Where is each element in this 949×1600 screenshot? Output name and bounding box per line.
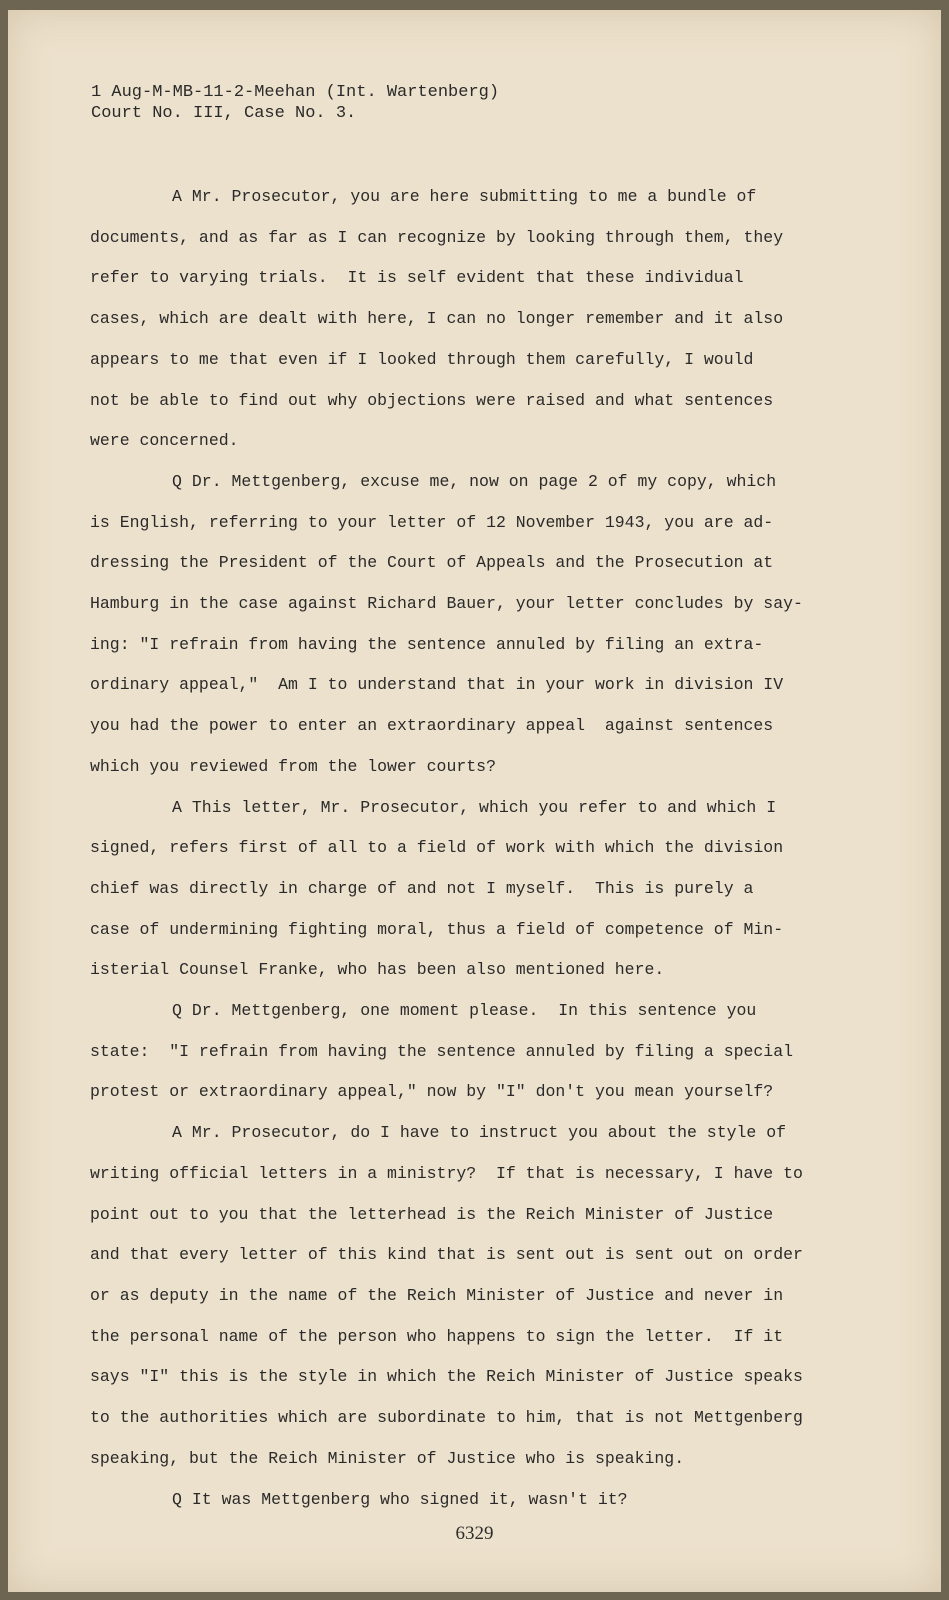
line-text: Mr. Prosecutor, do I have to instruct you about the style of — [191, 1123, 787, 1143]
transcript-line — [90, 1113, 830, 1154]
transcript-paragraph — [90, 177, 830, 462]
header-court-line: Court No. III, Case No. 3. — [91, 104, 357, 123]
line-text: Dr. Mettgenberg, excuse me, now on page 2 of my copy, which — [191, 471, 777, 491]
transcript-line: you had the power to enter an extraordinary appeal against sentences — [90, 716, 774, 736]
transcript-line — [90, 177, 830, 218]
speaker-label: Q — [172, 1001, 182, 1021]
transcript-body — [90, 177, 830, 1520]
transcript-line: case of undermining fighting moral, thus a field of competence of Min- — [90, 919, 784, 939]
transcript-line: refer to varying trials. It is self evident that these individual — [90, 268, 744, 288]
document-header — [91, 82, 499, 124]
transcript-line — [90, 788, 830, 829]
transcript-line — [90, 991, 830, 1032]
transcript-line: Hamburg in the case against Richard Bauer, your letter concludes by say- — [90, 594, 803, 614]
speaker-label: A — [172, 187, 182, 206]
transcript-line: documents, and as far as I can recognize by looking through them, they — [90, 227, 784, 247]
transcript-line: ordinary appeal," Am I to understand that in your work in division IV — [90, 675, 784, 695]
transcript-line: isterial Counsel Franke, who has been also mentioned here. — [90, 960, 665, 980]
transcript-line: or as deputy in the name of the Reich Minister of Justice and never in — [90, 1285, 784, 1305]
transcript-line: not be able to find out why objections were raised and what sentences — [90, 390, 774, 410]
transcript-paragraph — [90, 462, 830, 788]
transcript-line: chief was directly in charge of and not I myself. This is purely a — [90, 878, 754, 898]
line-text: This letter, Mr. Prosecutor, which you refer to and which I — [191, 797, 777, 817]
transcript-line: cases, which are dealt with here, I can no longer remember and it also — [90, 309, 784, 329]
page-number: 6329 — [455, 1523, 494, 1544]
speaker-label: A — [172, 1123, 182, 1143]
transcript-line: says "I" this is the style in which the Reich Minister of Justice speaks — [90, 1367, 803, 1387]
transcript-line: appears to me that even if I looked through them carefully, I would — [90, 349, 754, 369]
line-text: Dr. Mettgenberg, one moment please. In this sentence you — [191, 1001, 757, 1021]
transcript-line — [90, 1480, 830, 1521]
line-text: Mr. Prosecutor, you are here submitting to me a bundle of — [191, 187, 757, 206]
transcript-line: which you reviewed from the lower courts? — [90, 756, 496, 776]
transcript-line: and that every letter of this kind that is sent out is sent out on order — [90, 1245, 803, 1265]
transcript-line: is English, referring to your letter of 12 November 1943, you are ad- — [90, 512, 774, 532]
transcript-line: writing official letters in a ministry? If that is necessary, I have to — [90, 1163, 803, 1183]
speaker-label: Q — [172, 471, 182, 491]
transcript-line: ing: "I refrain from having the sentence annuled by filing an extra- — [90, 634, 764, 654]
transcript-paragraph — [90, 1113, 830, 1479]
transcript-line: point out to you that the letterhead is the Reich Minister of Justice — [90, 1204, 774, 1224]
transcript-line: dressing the President of the Court of Appeals and the Prosecution at — [90, 553, 774, 573]
transcript-line: to the authorities which are subordinate to him, that is not Mettgenberg — [90, 1408, 803, 1428]
speaker-label: Q — [172, 1489, 182, 1509]
transcript-paragraph — [90, 991, 830, 1113]
header-reference-line: 1 Aug-M-MB-11-2-Meehan (Int. Wartenberg) — [91, 83, 500, 102]
speaker-label: A — [172, 797, 182, 817]
transcript-line: the personal name of the person who happens to sign the letter. If it — [90, 1326, 784, 1346]
transcript-line: were concerned. — [90, 431, 239, 451]
transcript-paragraph — [90, 788, 830, 992]
transcript-paragraph — [90, 1480, 830, 1521]
transcript-line: protest or extraordinary appeal," now by "I" don't you mean yourself? — [90, 1082, 774, 1102]
document-page — [8, 10, 941, 1592]
transcript-line: speaking, but the Reich Minister of Justice who is speaking. — [90, 1448, 685, 1468]
transcript-line — [90, 462, 830, 503]
line-text: It was Mettgenberg who signed it, wasn't it? — [191, 1489, 628, 1509]
transcript-line: signed, refers first of all to a field of work with which the division — [90, 838, 784, 858]
transcript-line: state: "I refrain from having the sentence annuled by filing a special — [90, 1041, 794, 1061]
